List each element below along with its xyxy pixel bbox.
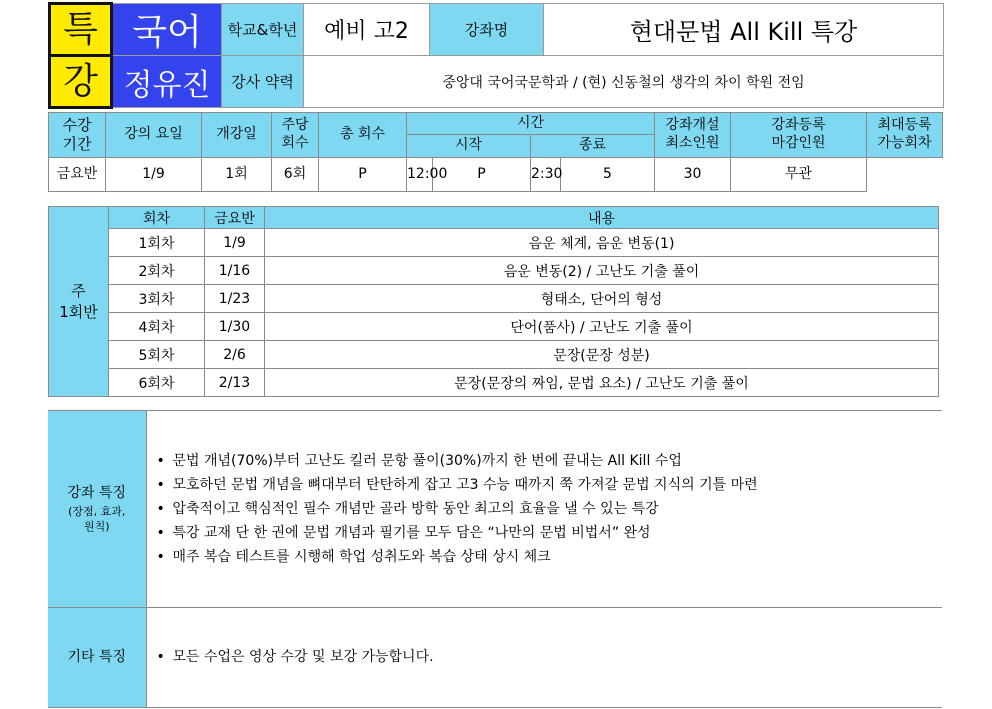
session-cell: 4회차 [109, 313, 205, 341]
feature-text: 모호하던 문법 개념을 뼈대부터 탄탄하게 잡고 고3 수능 때까지 쭉 가져갈 문법 지식의 기틀 마련 [172, 476, 758, 493]
school-year-label: 학교&학년 [222, 4, 304, 56]
session-cell: 5회차 [109, 341, 205, 369]
table-row [49, 313, 939, 341]
course-features-list [157, 449, 943, 569]
table-row [49, 369, 939, 397]
feature-text: 압축적이고 핵심적인 필수 개념만 골라 방학 동안 최고의 효율을 낼 수 있는 특강 [172, 500, 659, 517]
etc-text: 모든 수업은 영상 수강 및 보강 가능합니다. [172, 649, 434, 666]
date-cell: 2/6 [205, 341, 265, 369]
weekly-count-header: 주당 회수 [272, 113, 319, 158]
session-cell: 2회차 [109, 257, 205, 285]
period-side-label: 수강 기간 [49, 113, 106, 158]
course-features-label: 강좌 특징 [67, 484, 127, 501]
course-period-table [48, 112, 943, 192]
content-cell: 형태소, 단어의 형성 [265, 285, 939, 313]
content-cell: 음운 체계, 음운 변동(1) [265, 229, 939, 257]
table-row [49, 341, 939, 369]
schedule-day-header: 금요반 [205, 207, 265, 229]
etc-features-body [146, 607, 942, 707]
course-features-body [146, 411, 942, 608]
start-ampm: P [319, 157, 407, 191]
course-name-value: 현대문법 All Kill 특강 [544, 4, 944, 56]
start-date-value: 1/9 [106, 157, 202, 191]
content-header: 내용 [265, 207, 939, 229]
table-row [49, 257, 939, 285]
table-row [49, 229, 939, 257]
deadline-header: 강좌등록 마감인원 [731, 113, 867, 158]
total-count-header: 총 회수 [319, 113, 407, 158]
etc-features-list [157, 645, 943, 669]
date-cell: 1/16 [205, 257, 265, 285]
session-cell: 6회차 [109, 369, 205, 397]
course-features-label-cell [48, 411, 146, 608]
bullet-icon: • [156, 524, 165, 541]
teacher-name: 정유진 [112, 56, 222, 108]
min-enroll-value: 5 [561, 157, 655, 191]
max-reg-header: 최대등록 가능회차 [867, 113, 943, 158]
end-time: 2:30 [531, 157, 561, 191]
course-name-label: 강좌명 [430, 4, 544, 56]
bullet-icon: • [156, 548, 165, 565]
min-enroll-header: 강좌개설 최소인원 [655, 113, 731, 158]
day-header: 강의 요일 [106, 113, 202, 158]
special-badge-top: 특 [50, 4, 112, 56]
profile-label: 강사 약력 [222, 56, 304, 108]
list-item [157, 449, 943, 473]
bullet-icon: • [156, 649, 165, 666]
time-end-header: 종료 [531, 135, 655, 157]
date-cell: 1/23 [205, 285, 265, 313]
start-date-header: 개강일 [202, 113, 272, 158]
content-cell: 음운 변동(2) / 고난도 기출 풀이 [265, 257, 939, 285]
start-time: 12:00 [407, 157, 433, 191]
content-cell: 단어(품사) / 고난도 기출 풀이 [265, 313, 939, 341]
list-item [157, 473, 943, 497]
list-item [157, 645, 943, 669]
max-reg-value: 무관 [731, 157, 867, 191]
subject-title: 국어 [112, 4, 222, 56]
table-row [49, 285, 939, 313]
time-header: 시간 [407, 113, 655, 135]
content-cell: 문장(문장 성분) [265, 341, 939, 369]
content-cell: 문장(문장의 짜임, 문법 요소) / 고난도 기출 풀이 [265, 369, 939, 397]
schedule-side-label: 주 1회반 [49, 207, 109, 397]
total-count-value: 6회 [272, 157, 319, 191]
session-header: 회차 [109, 207, 205, 229]
course-features-note: (장점, 효과, 원칙) [68, 504, 126, 534]
course-header [48, 2, 944, 109]
schedule-table [48, 206, 939, 397]
special-badge-bottom: 강 [50, 56, 112, 108]
school-year-value: 예비 고2 [304, 4, 430, 56]
profile-value: 중앙대 국어국문학과 / (현) 신동철의 생각의 차이 학원 전임 [304, 56, 944, 108]
feature-text: 특강 교재 단 한 권에 문법 개념과 필기를 모두 담은 “나만의 문법 비법서” 완성 [172, 524, 651, 541]
session-cell: 3회차 [109, 285, 205, 313]
bullet-icon: • [156, 452, 165, 469]
day-value: 금요반 [49, 157, 106, 191]
date-cell: 1/9 [205, 229, 265, 257]
date-cell: 2/13 [205, 369, 265, 397]
list-item [157, 521, 943, 545]
feature-text: 매주 복습 테스트를 시행해 학업 성취도와 복습 상태 상시 체크 [172, 548, 551, 565]
list-item [157, 497, 943, 521]
session-cell: 1회차 [109, 229, 205, 257]
end-ampm: P [433, 157, 531, 191]
time-start-header: 시작 [407, 135, 531, 157]
deadline-value: 30 [655, 157, 731, 191]
bullet-icon: • [156, 476, 165, 493]
features-table [48, 410, 942, 708]
feature-text: 문법 개념(70%)부터 고난도 킬러 문항 풀이(30%)까지 한 번에 끝내는 All Kill 수업 [172, 452, 682, 469]
etc-features-label: 기타 특징 [48, 607, 146, 707]
bullet-icon: • [156, 500, 165, 517]
list-item [157, 545, 943, 569]
weekly-count-value: 1회 [202, 157, 272, 191]
date-cell: 1/30 [205, 313, 265, 341]
